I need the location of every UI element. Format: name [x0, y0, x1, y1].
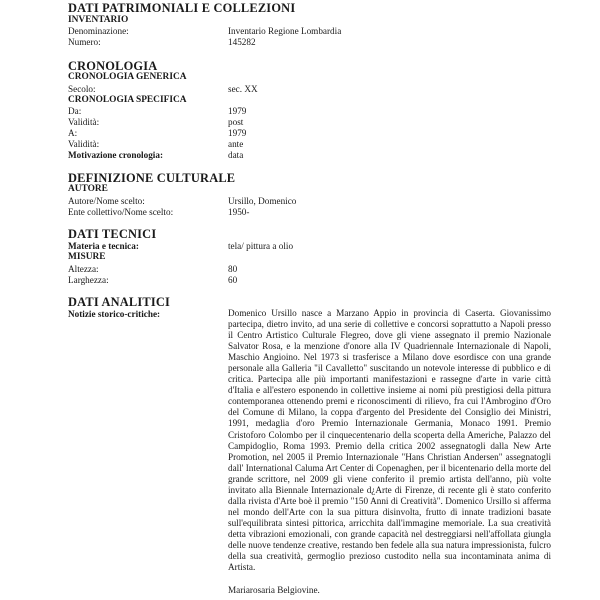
- field-label: Motivazione cronologia:: [68, 150, 164, 160]
- heading-autore: AUTORE: [68, 184, 108, 194]
- section-title-analitici: DATI ANALITICI: [68, 295, 171, 309]
- field-value: Inventario Regione Lombardia: [228, 26, 342, 36]
- heading-misure: MISURE: [68, 252, 106, 262]
- field-label: Ente collettivo/Nome scelto:: [68, 207, 174, 217]
- field-label: Validità:: [68, 117, 100, 127]
- field-label: Autore/Nome scelto:: [68, 196, 145, 206]
- field-value: 1979: [228, 106, 247, 116]
- section-title-tecnici: DATI TECNICI: [68, 227, 157, 241]
- field-label: Denominazione:: [68, 26, 129, 36]
- field-value: tela/ pittura a olio: [228, 241, 294, 251]
- field-label: Larghezza:: [68, 275, 109, 285]
- field-value: 1979: [228, 128, 247, 138]
- notizie-text: [228, 308, 551, 573]
- field-value: post: [228, 117, 244, 127]
- section-title-cronologia: CRONOLOGIA: [68, 59, 158, 73]
- heading-inventario: INVENTARIO: [68, 15, 129, 25]
- section-title-culturale: DEFINIZIONE CULTURALE: [68, 171, 236, 185]
- notizie-paragraph: Domenico Ursillo nasce a Marzano Appio in provincia di Caserta. Giovanissimo partecipa, dietro invito, ad una serie di collettive e concorsi soprattutto a Napoli presso il Centro Artistico Culturale Flegreo, dove gli viene assegnato il premio Nazionale Salvator Rosa, e la menzione d'onore alla IV Quadriennale Internazionale di Napoli, Maschio Angioino. Nel 1973 si trasferisce a Milano dove esordisce con una grande personale alla Galleria "il Cavalletto" suscitando un notevole interesse di pubblico e di critica. Partecipa alle più importanti manifestazioni e rassegne d'arte in varie città d'Italia e all'estero esponendo in collettive insieme ai nomi più prestigiosi della pittura contemporanea ottenendo premi e riconoscimenti di rilievo, fra cui l'Ambrogino d'Oro del Comune di Milano, la coppa d'argento del Presidente del Consiglio dei Ministri, 1991, medaglia d'oro Premio Internazionale Germania, Monaco 1991. Premio Cristoforo Colombo per il cinquecentenario della scoperta della Americhe, Palazzo del Campidoglio, Roma 1993. Premio della critica 2002 assegnatogli dalla New Arte Promotion, nel 2005 il Premio Internazionale "Hans Christian Andersen" assegnatogli dall' International Caluma Art Center di Copenaghen, per il bicentenario della morte del grande scrittore, nel 2009 gli viene conferito il premio artista dell'anno, più volte invitato alla Biennale Internazionale d¿Arte di Firenze, di recente gli è stato conferito dalla rivista d'Arte boè il premio "150 Anni di Creatività". Domenico Ursillo si afferma nel mondo dell'Arte con la sua pittura disinvolta, frutto di innate tradizioni basate sull'equilibrata sintesi pittorica, arricchita dall'immagine memoriale. La sua creatività detta vibrazioni emozionali, con grande capacità nel destreggiarsi nell'affollata giungla delle nuove tendenze creative, restando ben fedele alla sua natura impressionista, fulcro della sua creatività, germoglio prezioso custodito nella sua incontaminata anima di Artista.: [228, 308, 551, 573]
- field-value: sec. XX: [228, 84, 258, 94]
- field-label: Materia e tecnica:: [68, 241, 139, 251]
- section-title-patrimoniali: DATI PATRIMONIALI E COLLEZIONI: [68, 1, 296, 15]
- field-label: Da:: [68, 106, 82, 116]
- field-label: Validità:: [68, 139, 100, 149]
- field-value: data: [228, 150, 244, 160]
- field-value: 1950-: [228, 207, 250, 217]
- field-value: 145282: [228, 37, 256, 47]
- author-signature: Mariarosaria Belgiovine.: [228, 585, 320, 595]
- field-label: Numero:: [68, 37, 101, 47]
- field-value: Ursillo, Domenico: [228, 196, 297, 206]
- field-value: 80: [228, 264, 238, 274]
- heading-cronologia-specifica: CRONOLOGIA SPECIFICA: [68, 95, 187, 105]
- field-value: 60: [228, 275, 238, 285]
- notizie-label: Notizie storico-critiche:: [68, 309, 161, 319]
- field-label: Altezza:: [68, 264, 99, 274]
- field-label: A:: [68, 128, 78, 138]
- heading-cronologia-generica: CRONOLOGIA GENERICA: [68, 72, 187, 82]
- field-label: Secolo:: [68, 84, 96, 94]
- field-value: ante: [228, 139, 244, 149]
